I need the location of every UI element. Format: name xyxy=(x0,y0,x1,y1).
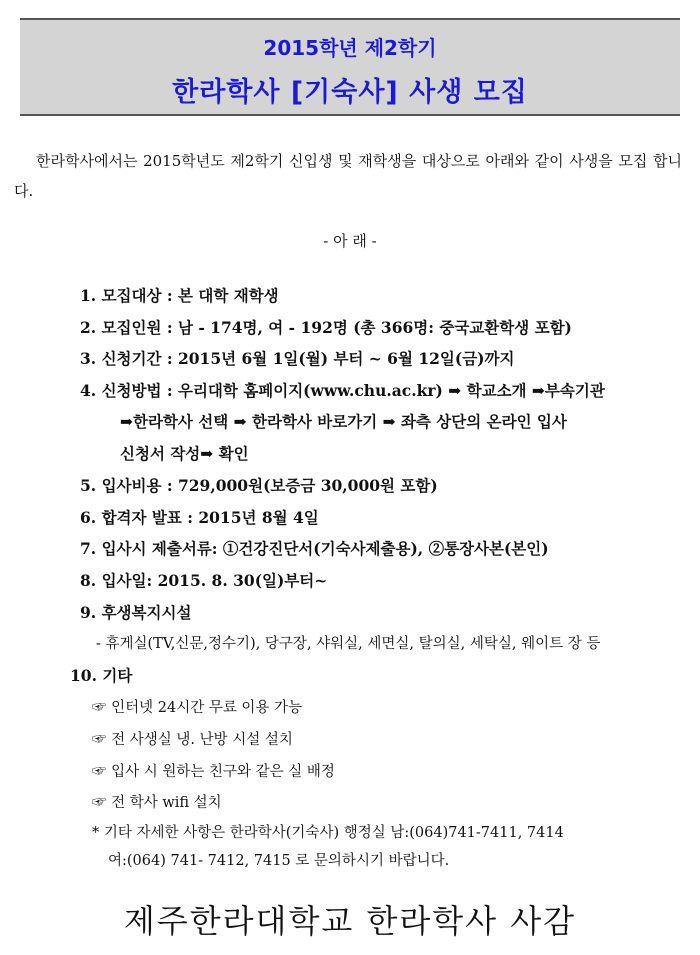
signature-footer: 제주한라대학교 한라학사 사감 xyxy=(123,902,577,940)
item-7: 7. 입사시 제출서류: ①건강진단서(기숙사제출용), ②통장사본(본인) xyxy=(80,539,549,558)
intro-paragraph: 한라학사에서는 2015학년도 제2학기 신입생 및 재학생을 대상으로 아래와 같이 사생을 모집 합니다. xyxy=(14,152,682,200)
title-main: 한라학사 [기숙사] 사생 모집 xyxy=(172,77,528,108)
note-4: ☞ 전 학사 wifi 설치 xyxy=(92,795,222,811)
item-9-facilities: - 휴게실(TV,신문,정수기), 당구장, 샤워실, 세면실, 탈의실, 세탁실, 웨이트 장 등 xyxy=(96,636,601,652)
item-1: 1. 모집대상 : 본 대학 재학생 xyxy=(80,286,279,305)
note-2: ☞ 전 사생실 냉. 난방 시설 설치 xyxy=(92,732,293,748)
item-2: 2. 모집인원 : 남 - 174명, 여 - 192명 (총 366명: 중국교환학생 포함) xyxy=(80,318,572,337)
item-6: 6. 합격자 발표 : 2015년 8월 4일 xyxy=(80,508,319,527)
item-4-line-1: 4. 신청방법 : 우리대학 홈페이지(www.chu.ac.kr) ➡ 학교소개 ➡부속기관 xyxy=(80,381,605,400)
title-banner xyxy=(20,18,680,116)
title-semester: 2015학년 제2학기 xyxy=(263,36,437,60)
contact-info-line-2: 여:(064) 741- 7412, 7415 로 문의하시기 바랍니다. xyxy=(108,853,450,869)
item-3: 3. 신청기간 : 2015년 6월 1일(월) 부터 ~ 6월 12일(금)까지 xyxy=(80,349,515,368)
note-3: ☞ 입사 시 원하는 친구와 같은 실 배정 xyxy=(92,764,335,780)
item-5: 5. 입사비용 : 729,000원(보증금 30,000원 포함) xyxy=(80,476,438,495)
section-mark: - 아 래 - xyxy=(323,232,377,250)
item-9: 9. 후생복지시설 xyxy=(80,603,192,622)
contact-info-line-1: * 기타 자세한 사항은 한라학사(기숙사) 행정실 남:(064)741-7411, 7414 xyxy=(92,825,564,841)
item-8: 8. 입사일: 2015. 8. 30(일)부터~ xyxy=(80,571,328,590)
item-4-line-2: ➡한라학사 선택 ➡ 한라학사 바로가기 ➡ 좌측 상단의 온라인 입사 xyxy=(120,412,567,431)
note-1: ☞ 인터넷 24시간 무료 이용 가능 xyxy=(92,700,303,716)
item-10: 10. 기타 xyxy=(70,666,133,685)
item-4-line-3: 신청서 작성➡ 확인 xyxy=(120,444,249,463)
